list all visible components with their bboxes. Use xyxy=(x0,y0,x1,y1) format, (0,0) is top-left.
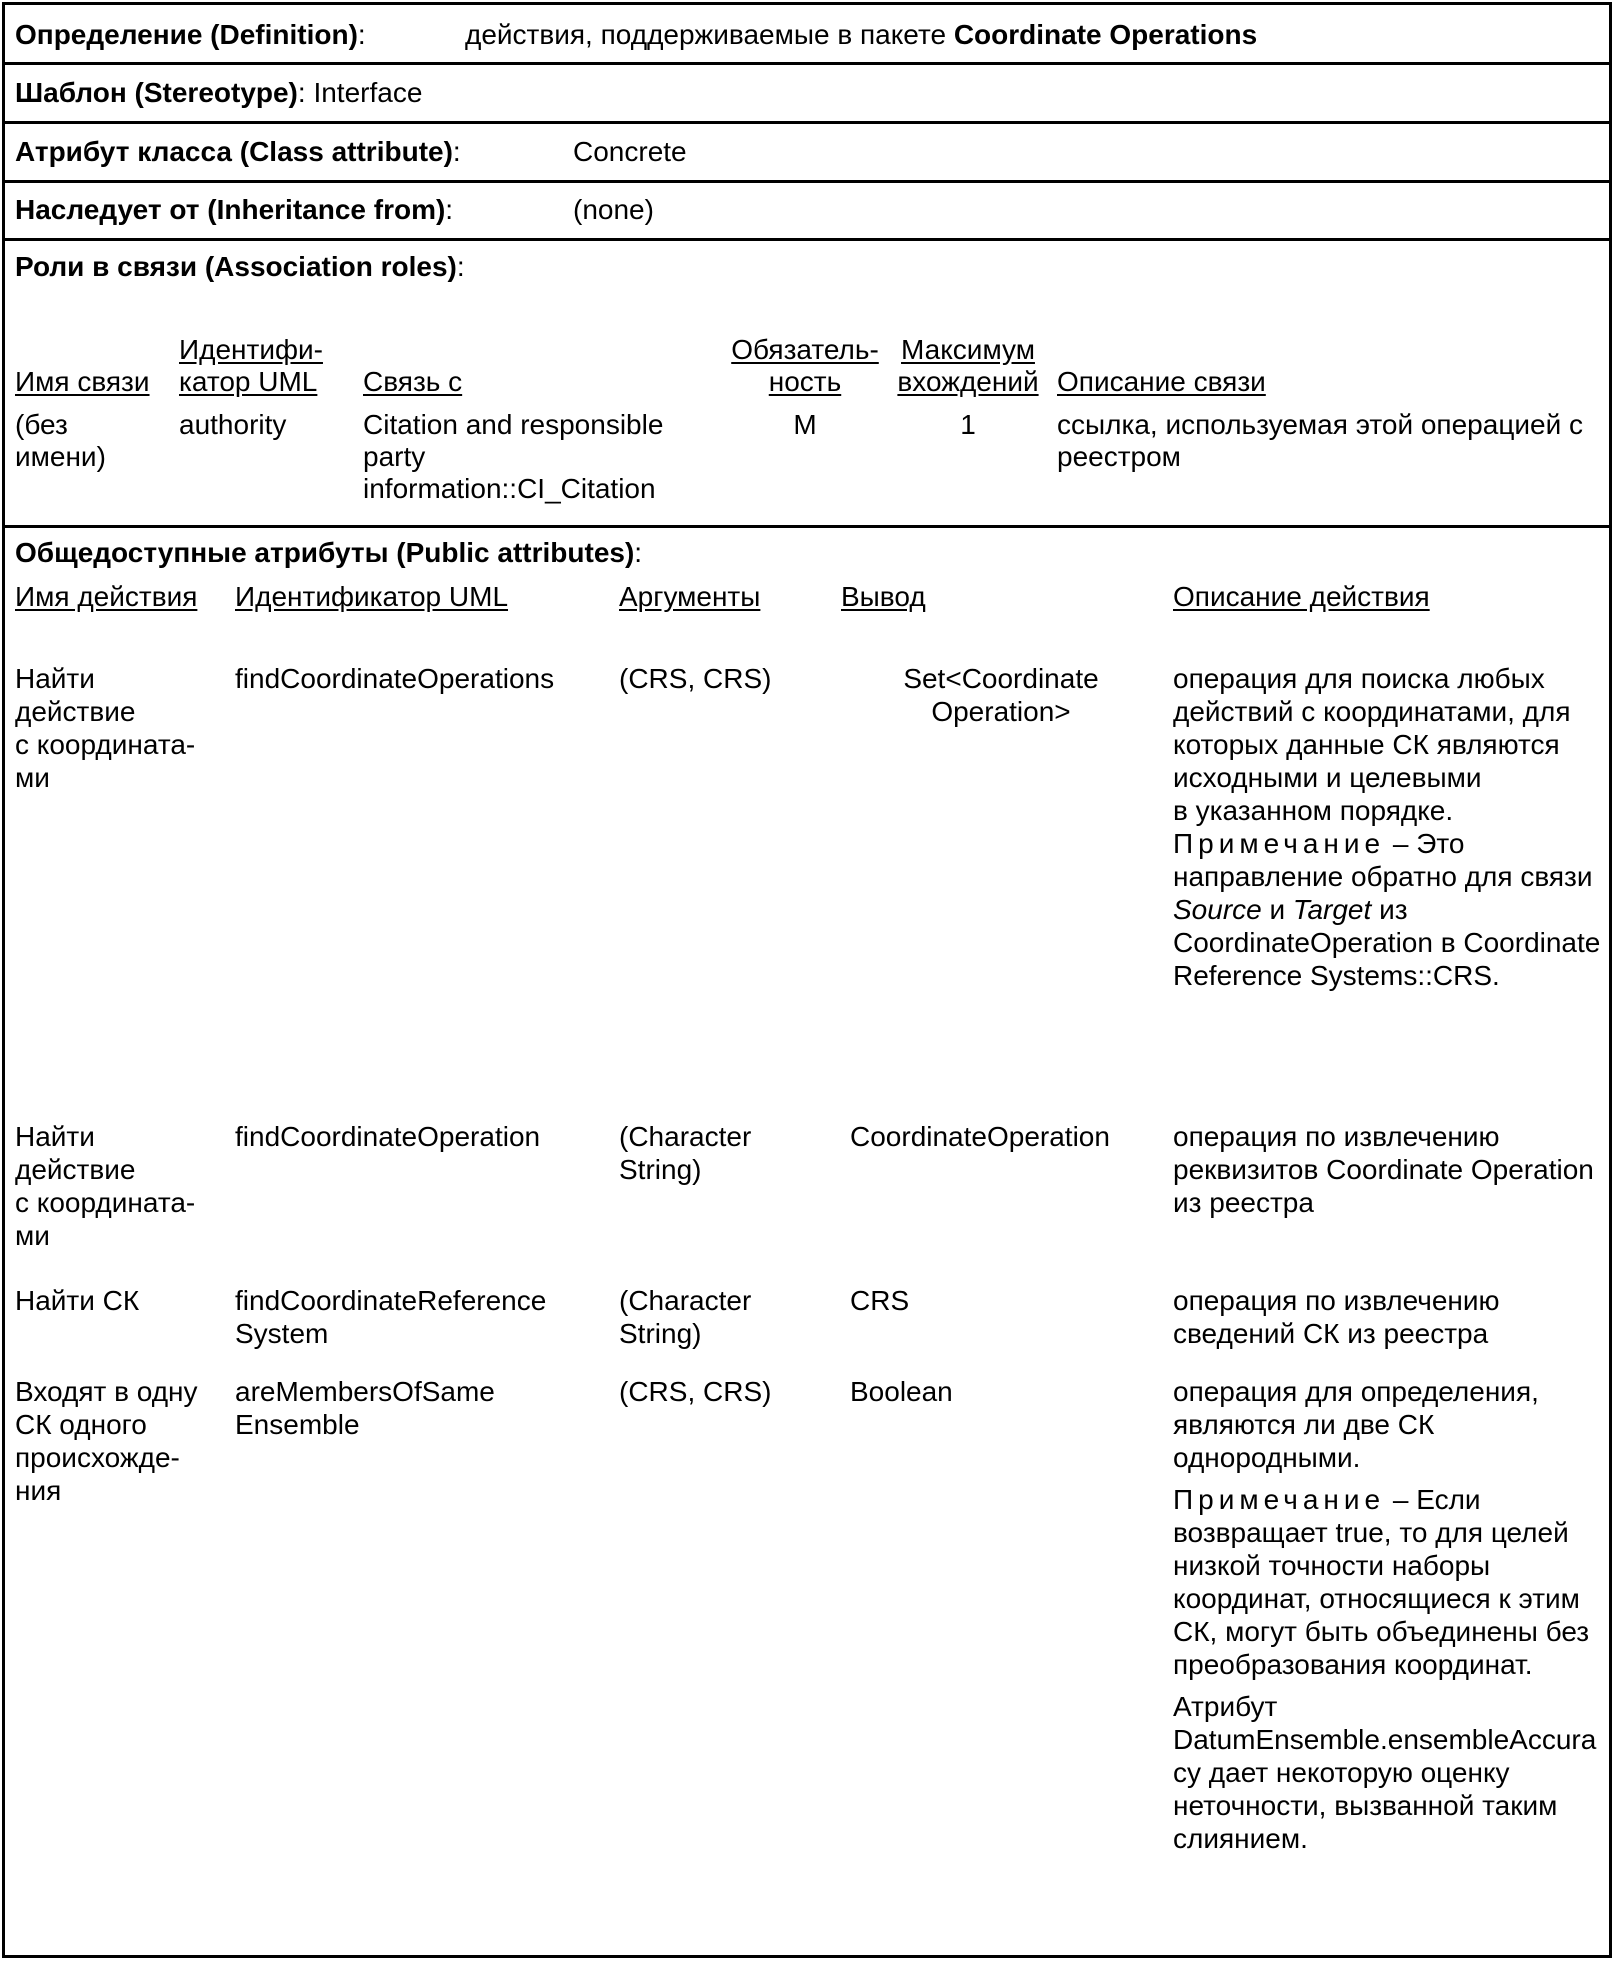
assoc-header-obligation-1: Обязатель- xyxy=(731,334,879,365)
assoc-description-1: ссылка, используемая этой операцией с xyxy=(1057,409,1583,440)
inheritance-value: (none) xyxy=(573,194,654,225)
association-roles-section xyxy=(5,241,1609,528)
output-cell-2: Operation> xyxy=(931,696,1071,727)
stereotype-value: Interface xyxy=(313,77,423,108)
assoc-header-max-1: Максимум xyxy=(901,334,1035,365)
stereotype-label: Шаблон (Stereotype) xyxy=(15,77,298,108)
assoc-link-1: Citation and responsible xyxy=(363,409,664,440)
assoc-link-2: party xyxy=(363,441,426,472)
association-roles-title: Роли в связи (Association roles): xyxy=(15,251,465,282)
stereotype-label-group: Шаблон (Stereotype): Interface xyxy=(15,77,423,108)
class-attribute-row xyxy=(5,124,1609,183)
definition-label: Определение (Definition) xyxy=(15,19,358,50)
uml-id-cell: findCoordinateOperation xyxy=(235,1121,541,1152)
attr-header-name: Имя действия xyxy=(15,581,198,612)
class-attribute-label: Атрибут класса (Class attribute) xyxy=(15,136,453,167)
output-cell: CRS xyxy=(850,1285,910,1316)
assoc-header-max-2: вхождений xyxy=(897,366,1039,397)
uml-id-cell: findCoordinateReference xyxy=(235,1285,547,1316)
definition-row xyxy=(5,5,1609,65)
definition-label-group: Определение (Definition): xyxy=(15,19,366,50)
assoc-header-name: Имя связи xyxy=(15,366,150,397)
note-line: Примечание – Если xyxy=(1173,1484,1481,1515)
assoc-header-description: Описание связи xyxy=(1057,366,1266,397)
attr-header-output: Вывод xyxy=(841,581,926,612)
assoc-header-uml-id-1: Идентифи- xyxy=(179,334,323,365)
assoc-uml-id: authority xyxy=(179,409,287,440)
uml-id-cell: areMembersOfSame xyxy=(235,1376,495,1407)
public-attributes-section xyxy=(5,528,1609,1955)
inheritance-label-group: Наследует от (Inheritance from): xyxy=(15,194,454,225)
attr-header-arguments: Аргументы xyxy=(619,581,761,612)
class-attribute-value: Concrete xyxy=(573,136,687,167)
assoc-header-link: Связь с xyxy=(363,366,463,397)
assoc-max: 1 xyxy=(960,409,976,440)
table-row: Найти СК findCoordinateReference System (Character String) CRS операция по извлечению сведений СК из реестра xyxy=(15,1285,1500,1349)
attr-header-uml-id: Идентификатор UML xyxy=(235,581,509,612)
attr-header-description: Описание действия xyxy=(1173,581,1430,612)
uml-id-cell: findCoordinateOperations xyxy=(235,663,555,694)
table-row: Найти действие с координата- ми findCoordinateOperations (CRS, CRS) Set<Coordinate Operation> операция для поиска любых действий с координатами, для которых данные СК являются исходными и целевыми в указанном порядке. Примечание – Это направление обратно для связи Source и Target из CoordinateOperation в Coordinate Reference Systems::CRS. xyxy=(15,663,1601,991)
table-row: Входят в одну СК одного происхожде- ния areMembersOfSame Ensemble (CRS, CRS) Boolean операция для определения, являются ли две СК однородными. Примечание – Если возвращает true, то для целей низкой точности наборы координат, относящиеся к этим СК, могут быть объединены без преобразования координат. Атрибут DatumEnsemble.ensembleAccura cy дает некоторую оценку неточности, вызванной таким слиянием. xyxy=(15,1376,1597,1854)
stereotype-row xyxy=(5,65,1609,124)
inheritance-label: Наследует от (Inheritance from) xyxy=(15,194,446,225)
inheritance-row xyxy=(5,183,1609,241)
assoc-link-3: information::CI_Citation xyxy=(363,473,656,504)
assoc-header-uml-id-2: катор UML xyxy=(179,366,318,397)
assoc-header-obligation-2: ность xyxy=(768,366,842,397)
definition-value: действия, поддерживаемые в пакете Coordinate Operations xyxy=(465,19,1258,50)
assoc-description-2: реестром xyxy=(1057,441,1181,472)
output-cell-1: Set<Coordinate xyxy=(903,663,1099,694)
output-cell: Boolean xyxy=(850,1376,953,1407)
public-attributes-title: Общедоступные атрибуты (Public attributes): xyxy=(15,537,643,568)
arguments-cell: (CRS, CRS) xyxy=(619,663,772,694)
table-row: Найти действие с координата- ми findCoordinateOperation (Character String) CoordinateOperation операция по извлечению реквизитов Coordinate Operation из реестра xyxy=(15,1121,1594,1251)
note-line: Примечание – Это xyxy=(1173,828,1465,859)
output-cell: CoordinateOperation xyxy=(850,1121,1110,1152)
assoc-name-1: (без xyxy=(15,409,68,440)
class-attribute-label-group: Атрибут класса (Class attribute): xyxy=(15,136,461,167)
assoc-name-2: имени) xyxy=(15,441,106,472)
class-definition-table xyxy=(2,2,1612,1958)
assoc-obligation: M xyxy=(793,409,817,440)
